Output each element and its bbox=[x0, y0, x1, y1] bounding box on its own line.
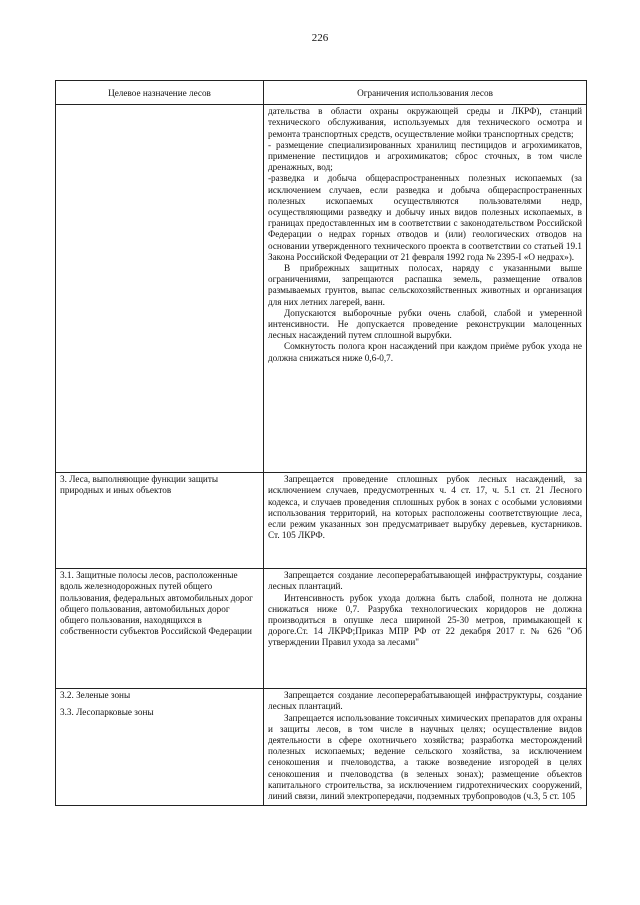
row3-right-cell bbox=[264, 569, 587, 689]
row3-paragraph: Интенсивность рубок ухода должна быть слабой, полнота не должна снижаться ниже 0,7. Разрубка технологических коридоров не должна производиться в опушке леса шириной 25-30 метров, примыкающей к дороге.Ст. 14 ЛКРФ;Приказ МПР РФ от 22 декабря 2017 г. № 626 "Об утверждении Правил ухода за лесами" bbox=[268, 592, 582, 648]
row3-left-cell: 3.1. Защитные полосы лесов, расположенные вдоль железнодорожных путей общего пользования, федеральных автомобильных дорог общего пользования, автомобильных дорог общего пользования, находящихся в собственности субъектов Российской Федерации bbox=[56, 569, 264, 689]
row1-left-cell bbox=[56, 105, 264, 473]
table-row bbox=[56, 569, 587, 689]
row2-left-cell: 3. Леса, выполняющие функции защиты природных и иных объектов bbox=[56, 473, 264, 569]
row4-paragraph: Запрещается использование токсичных химических препаратов для охраны и защиты лесов, в том числе в научных целях; осуществление видов деятельности в сфере охотничьего хозяйства; разработка месторождений полезных ископаемых; ведение сельского хозяйства, за исключением сенокошения и пчеловодства, а также возведение изгородей в целях сенокошения и пчеловодства (в зеленых зонах); размещение объектов капитального строительства, за исключением гидротехнических сооружений, линий связи, линий электропередачи, подземных трубопроводов (ч.3, 5 ст. 105 bbox=[268, 712, 582, 802]
header-restrictions: Ограничения использования лесов bbox=[264, 81, 587, 105]
table-row bbox=[56, 689, 587, 806]
row1-paragraph: -разведка и добыча общераспространенных полезных ископаемых (за исключением случаев, если разведка и добыча общераспространенных полезных ископаемых осуществляются пользователями недр, осуществляющими разведку и добычу иных видов полезных ископаемых, в границах предоставленных им в соответствии с законодательством Российской Федерации о недрах горных отводов и (или) геологических отводов на основании утвержденного технического проекта в соответствии со статьей 19.1 Закона Российской Федерации от 21 февраля 1992 года № 2395-I «О недрах»). bbox=[268, 173, 582, 262]
forest-restrictions-table bbox=[55, 80, 587, 806]
row4-right-cell bbox=[264, 689, 587, 806]
row2-right-cell bbox=[264, 473, 587, 569]
header-purpose: Целевое назначение лесов bbox=[56, 81, 264, 105]
row1-right-cell bbox=[264, 105, 587, 473]
row4-paragraph: Запрещается создание лесоперерабатывающей инфраструктуры, создание лесных плантаций. bbox=[268, 690, 582, 712]
row4-left-line: 3.3. Лесопарковые зоны bbox=[60, 707, 154, 718]
row4-left-line: 3.2. Зеленые зоны bbox=[60, 690, 131, 701]
row2-paragraph: Запрещается проведение сплошных рубок лесных насаждений, за исключением случаев, предусмотренных ч. 4 ст. 17, ч. 5.1 ст. 21 Лесного кодекса, и случаев проведения сплошных рубок в зонах с особыми условиями использования территорий, на которых расположены соответствующие леса, если режим указанных зон предусматривает вырубку деревьев, кустарников. Ст. 105 ЛКРФ. bbox=[268, 474, 582, 541]
table-row bbox=[56, 105, 587, 473]
row3-paragraph: Запрещается создание лесоперерабатывающей инфраструктуры, создание лесных плантаций. bbox=[268, 570, 582, 592]
row4-left-cell bbox=[56, 689, 264, 806]
table-header-row bbox=[56, 81, 587, 105]
row1-paragraph: - размещение специализированных хранилищ пестицидов и агрохимикатов, применение пестицидов и агрохимикатов; сброс сточных, в том числе дренажных, вод; bbox=[268, 139, 582, 173]
table-row bbox=[56, 473, 587, 569]
row1-paragraph: дательства в области охраны окружающей среды и ЛКРФ), станций технического обслуживания, используемых для технического осмотра и ремонта транспортных средств, осуществление мойки транспортных средств; bbox=[268, 106, 582, 139]
row1-paragraph: Допускаются выборочные рубки очень слабой, слабой и умеренной интенсивности. Не допускается проведение реконструкции малоценных лесных насаждений путем сплошной вырубки. bbox=[268, 307, 582, 341]
row1-paragraph: Сомкнутость полога крон насаждений при каждом приёме рубок ухода не должна снижаться ниже 0,6-0,7. bbox=[268, 341, 582, 363]
row1-paragraph: В прибрежных защитных полосах, наряду с указанными выше ограничениями, запрещаются распашка земель, размещение отвалов размываемых грунтов, выпас сельскохозяйственных животных и организация для них летних лагерей, ванн. bbox=[268, 263, 582, 307]
page-number: 226 bbox=[311, 32, 329, 44]
